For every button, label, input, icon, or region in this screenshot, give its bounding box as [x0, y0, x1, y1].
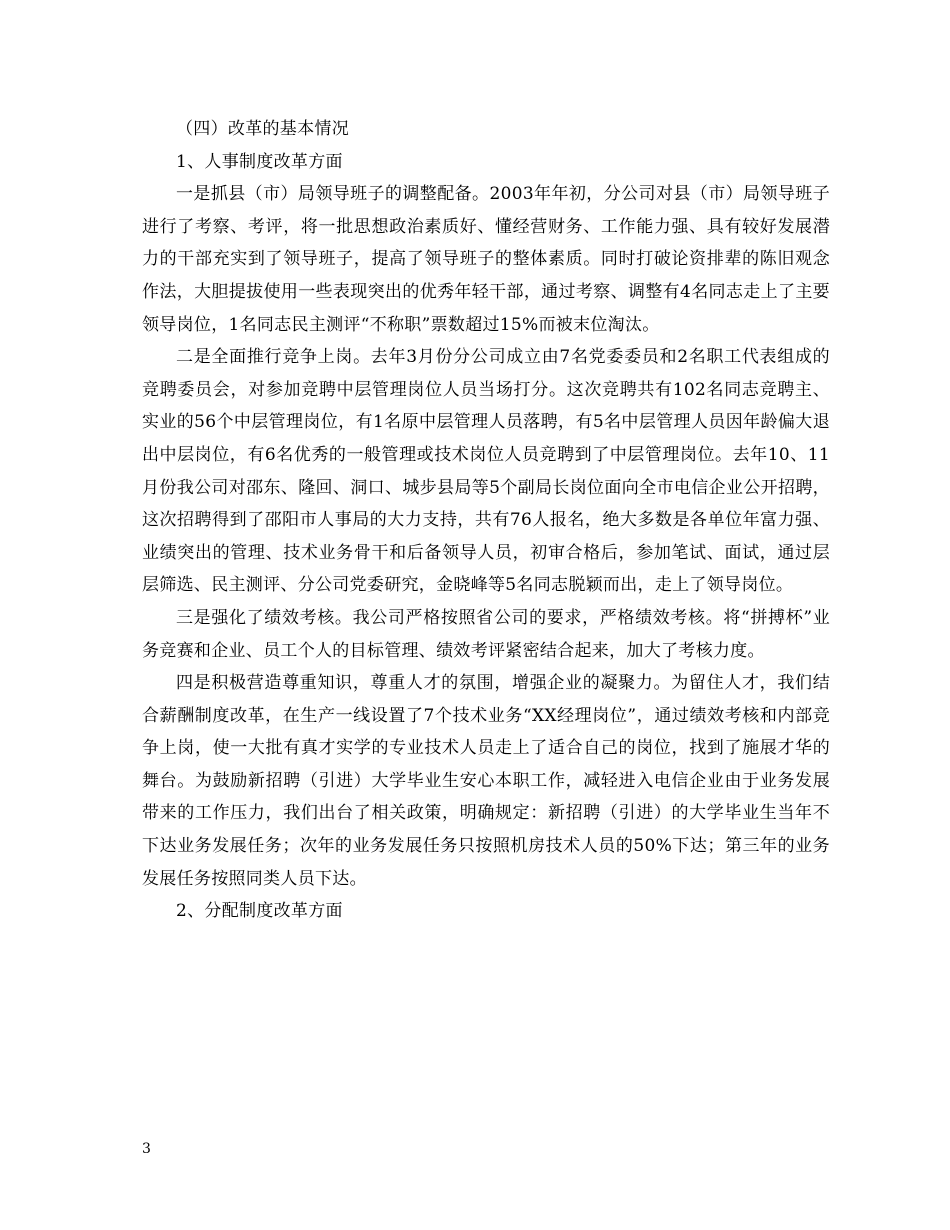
page-number: 3 [142, 1141, 151, 1157]
section-title: （四）改革的基本情况 [176, 119, 349, 139]
document-body [142, 113, 830, 928]
paragraph-competitive-recruitment: 二是全面推行竞争上岗。去年3月份分公司成立由7名党委委员和2名职工代表组成的竞聘委员会，对参加竞聘中层管理岗位人员当场打分。这次竞聘共有102名同志竞聘主、实业的56个中层管理岗位，有1名原中层管理人员落聘，有5名中层管理人员因年龄偏大退出中层岗位，有6名优秀的一般管理或技术岗位人员竞聘到了中层管理岗位。去年10、11月份我公司对邵东、隆回、洞口、城步县局等5个副局长岗位面向全市电信企业公开招聘，这次招聘得到了邵阳市人事局的大力支持，共有76人报名，绝大多数是各单位年富力强、业绩突出的管理、技术业务骨干和后备领导人员，初审合格后，参加笔试、面试，通过层层筛选、民主测评、分公司党委研究，金晓峰等5名同志脱颖而出，走上了领导岗位。 [142, 347, 830, 596]
paragraph-leadership-adjustment: 一是抓县（市）局领导班子的调整配备。2003年年初，分公司对县（市）局领导班子进行了考察、考评，将一批思想政治素质好、懂经营财务、工作能力强、具有较好发展潜力的干部充实到了领导班子，提高了领导班子的整体素质。同时打破论资排辈的陈旧观念作法，大胆提拔使用一些表现突出的优秀年轻干部，通过考察、调整有4名同志走上了主要领导岗位，1名同志民主测评“不称职”票数超过15%而被末位淘汰。 [142, 184, 830, 335]
subsection-heading-personnel: 1、人事制度改革方面 [176, 151, 343, 172]
subsection-heading-distribution: 2、分配制度改革方面 [176, 901, 343, 922]
paragraph-performance-assessment: 三是强化了绩效考核。我公司严格按照省公司的要求，严格绩效考核。将“拼搏杯”业务竞赛和企业、员工个人的目标管理、绩效考评紧密结合起来，加大了考核力度。 [142, 607, 830, 661]
paragraph-talent-respect: 四是积极营造尊重知识，尊重人才的氛围，增强企业的凝聚力。为留住人才，我们结合薪酬制度改革，在生产一线设置了7个技术业务“XX经理岗位”，通过绩效考核和内部竞争上岗，使一大批有真才实学的专业技术人员走上了适合自己的岗位，找到了施展才华的舞台。为鼓励新招聘（引进）大学毕业生安心本职工作，减轻进入电信企业由于业务发展带来的工作压力，我们出台了相关政策，明确规定：新招聘（引进）的大学毕业生当年不下达业务发展任务；次年的业务发展任务只按照机房技术人员的50%下达；第三年的业务发展任务按照同类人员下达。 [142, 673, 830, 889]
